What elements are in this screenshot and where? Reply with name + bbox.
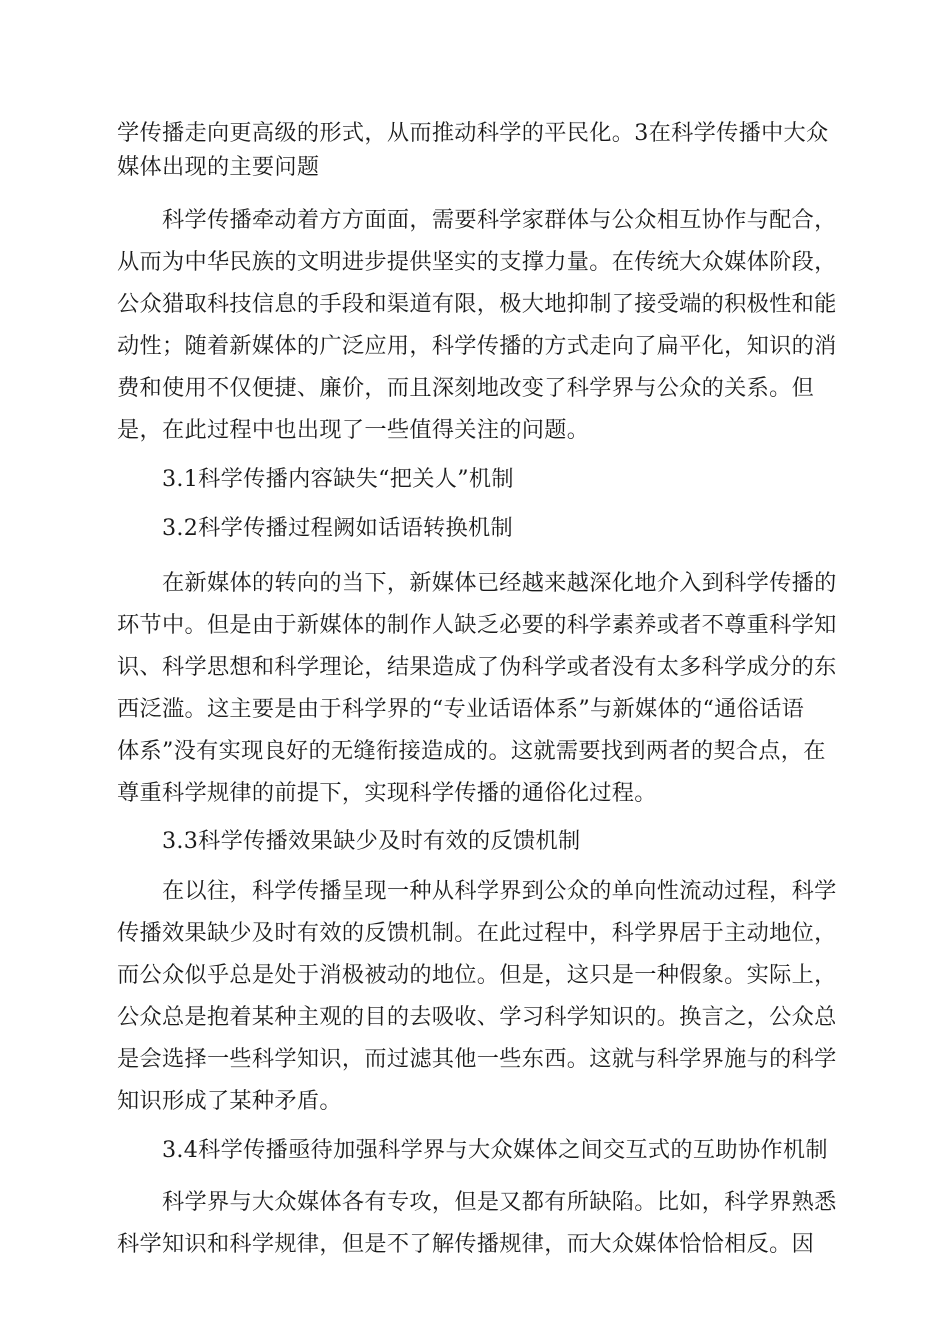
text-line: 科学知识和科学规律，但是不了解传播规律，而大众媒体恰恰相反。因 bbox=[117, 1231, 815, 1257]
text-line: 是会选择一些科学知识，而过滤其他一些东西。这就与科学界施与的科学 bbox=[117, 1046, 837, 1072]
text-line: 公众猎取科技信息的手段和渠道有限，极大地抑制了接受端的积极性和能 bbox=[117, 291, 837, 317]
text-line: 传播效果缺少及时有效的反馈机制。在此过程中，科学界居于主动地位， bbox=[117, 920, 837, 946]
section-heading-3-4: 3.4科学传播亟待加强科学界与大众媒体之间交互式的互助协作机制 bbox=[162, 1137, 828, 1163]
text-line: 知识形成了某种矛盾。 bbox=[117, 1088, 342, 1114]
paragraph-first-line: 在以往，科学传播呈现一种从科学界到公众的单向性流动过程，科学 bbox=[162, 878, 837, 904]
section-heading-3-3: 3.3科学传播效果缺少及时有效的反馈机制 bbox=[162, 828, 581, 854]
text-line: 费和使用不仅便捷、廉价，而且深刻地改变了科学界与公众的关系。但 bbox=[117, 375, 815, 401]
text-line: 学传播走向更高级的形式，从而推动科学的平民化。3在科学传播中大众 bbox=[117, 120, 829, 146]
text-line: 媒体出现的主要问题 bbox=[117, 154, 320, 180]
text-line: 动性；随着新媒体的广泛应用，科学传播的方式走向了扁平化，知识的消 bbox=[117, 333, 837, 359]
text-line: 西泛滥。这主要是由于科学界的“专业话语体系”与新媒体的“通俗话语 bbox=[117, 696, 805, 722]
text-line: 识、科学思想和科学理论，结果造成了伪科学或者没有太多科学成分的东 bbox=[117, 654, 837, 680]
text-line: 公众总是抱着某种主观的目的去吸收、学习科学知识的。换言之，公众总 bbox=[117, 1004, 837, 1030]
text-line: 环节中。但是由于新媒体的制作人缺乏必要的科学素养或者不尊重科学知 bbox=[117, 612, 837, 638]
paragraph-first-line: 在新媒体的转向的当下，新媒体已经越来越深化地介入到科学传播的 bbox=[162, 570, 837, 596]
text-line: 体系”没有实现良好的无缝衔接造成的。这就需要找到两者的契合点，在 bbox=[117, 738, 826, 764]
section-heading-3-1: 3.1科学传播内容缺失“把关人”机制 bbox=[162, 466, 514, 492]
text-line: 从而为中华民族的文明进步提供坚实的支撑力量。在传统大众媒体阶段， bbox=[117, 249, 837, 275]
text-line: 尊重科学规律的前提下，实现科学传播的通俗化过程。 bbox=[117, 780, 657, 806]
section-heading-3-2: 3.2科学传播过程阙如话语转换机制 bbox=[162, 515, 514, 541]
text-line: 而公众似乎总是处于消极被动的地位。但是，这只是一种假象。实际上， bbox=[117, 962, 837, 988]
text-line: 是，在此过程中也出现了一些值得关注的问题。 bbox=[117, 417, 590, 443]
paragraph-first-line: 科学传播牵动着方方面面，需要科学家群体与公众相互协作与配合， bbox=[162, 207, 837, 233]
paragraph-first-line: 科学界与大众媒体各有专攻，但是又都有所缺陷。比如，科学界熟悉 bbox=[162, 1189, 837, 1215]
